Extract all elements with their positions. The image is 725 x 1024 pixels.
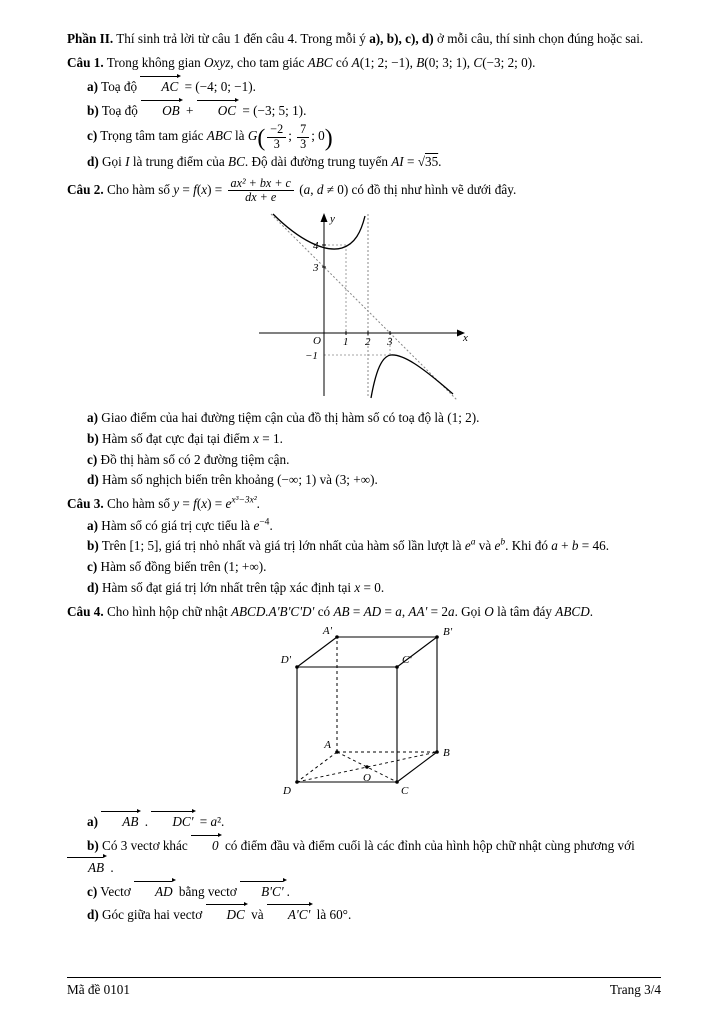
cau3-item-d: d) Hàm số đạt giá trị lớn nhất trên tập xác định tại x = 0. xyxy=(87,579,385,595)
label-D: D xyxy=(282,785,291,798)
label-Dprime: D' xyxy=(280,654,291,667)
vertex-C xyxy=(395,781,399,785)
label-Bprime: B' xyxy=(442,626,452,639)
vertex-B xyxy=(435,751,439,755)
cau3-item-c: c) Hàm số đồng biến trên (1; +∞). xyxy=(87,559,267,575)
y-tick-4: 4 xyxy=(313,240,319,253)
cau4-intro: Câu 4. Cho hình hộp chữ nhật ABCD.A'B'C'D' có AB = AD = a, AA' = 2a. Gọi O là tâm đáy ABCD. xyxy=(67,603,594,619)
y-tick-3: 3 xyxy=(313,262,319,275)
cau4-item-c: c) Vectơ AD bằng vectơ B'C' . xyxy=(67,880,661,902)
page-footer xyxy=(67,977,661,998)
y-axis-arrow xyxy=(321,213,328,222)
label-A: A xyxy=(323,739,331,752)
vertex-Cprime xyxy=(395,666,399,670)
cau1-item-d: d) Gọi I là trung điểm của BC. Độ dài đường trung tuyến AI = √35. xyxy=(87,154,442,170)
vertex-A xyxy=(335,751,339,755)
x-tick-1: 1 xyxy=(343,336,349,349)
cau2-item-d: d) Hàm số nghịch biến trên khoảng (−∞; 1) và (3; +∞). xyxy=(87,472,378,488)
exam-code: Mã đề 0101 xyxy=(67,982,130,997)
label-B: B xyxy=(442,747,450,760)
origin-label: O xyxy=(313,335,321,348)
y-tick-neg1: −1 xyxy=(305,350,318,363)
part2-header: Phần II. Thí sinh trả lời từ câu 1 đến câu 4. Trong mỗi ý a), b), c), d) ở mỗi câu, thí sinh chọn đúng hoặc sai. xyxy=(67,31,644,46)
oblique-asymptote xyxy=(271,214,457,400)
curve-left-branch xyxy=(273,214,365,249)
vertex-D xyxy=(295,781,299,785)
curve-right-branch xyxy=(371,355,453,398)
cau2-item-a: a) Giao điểm của hai đường tiệm cận của đồ thị hàm số có toạ độ là (1; 2). xyxy=(87,410,480,426)
point-O xyxy=(365,766,369,770)
edge-DprimeAprime xyxy=(297,637,337,667)
cau3-intro: Câu 3. Cho hàm số $y = f(x) = e^{x^3-3x^2}$. xyxy=(67,495,260,511)
x-tick-2: 2 xyxy=(365,336,371,349)
page-number: Trang 3/4 xyxy=(609,982,661,997)
y-axis-label: y xyxy=(330,213,335,226)
cau1-item-b: b) Toạ độ OB + OC = (−3; 5; 1). xyxy=(67,99,661,121)
box-figure xyxy=(262,624,467,804)
label-C: C xyxy=(400,785,408,798)
cau4-item-d: d) Góc giữa hai vectơ DC và A'C' là 60°. xyxy=(67,903,661,925)
cau1-item-a: a) Toạ độ AC = (−4; 0; −1). xyxy=(67,75,661,97)
cau3-item-a: a) Hàm số có giá trị cực tiểu là $e^{-4}$. xyxy=(87,517,273,533)
cau2-figure xyxy=(67,208,661,407)
x-axis-label: x xyxy=(463,332,468,345)
function-graph xyxy=(249,208,479,403)
cau4-item-a: a) AB . DC' = a². xyxy=(67,810,661,832)
cau1-item-c: c) Trọng tâm tam giác ABC là G( $\frac{-2}{3}$ ; $\frac{7}{3}$ ; 0) xyxy=(87,121,333,152)
cau4-figure xyxy=(67,624,661,808)
vertex-Aprime xyxy=(335,636,339,640)
cau4-item-b: b) Có 3 vectơ khác 0 có điểm đầu và điểm cuối là các đỉnh của hình hộp chữ nhật cùng phương với AB . xyxy=(67,834,661,877)
vertex-Bprime xyxy=(435,636,439,640)
label-Aprime: A' xyxy=(322,625,332,638)
cau2-item-c: c) Đồ thị hàm số có 2 đường tiệm cận. xyxy=(87,451,290,467)
x-tick-3: 3 xyxy=(387,336,393,349)
vertex-Dprime xyxy=(295,666,299,670)
cau1-intro: Câu 1. Trong không gian Oxyz, cho tam giác ABC có A(1; 2; −1), B(0; 3; 1), C(−3; 2; 0). xyxy=(67,54,536,70)
cau2-intro: Câu 2. Cho hàm số y = f(x) = $\frac{\text{ax² + bx + c}}{dx + e}$ (a, d ≠ 0) có đồ thị như hình vẽ dưới đây. xyxy=(67,175,517,205)
cau2-item-b: b) Hàm số đạt cực đại tại điểm x = 1. xyxy=(87,430,283,446)
label-O: O xyxy=(362,772,371,785)
label-Cprime: C' xyxy=(401,654,412,667)
cau3-item-b: b) Trên [1; 5], giá trị nhỏ nhất và giá trị lớn nhất của hàm số lần lượt là $e^a$ và $e^b$. Khi đó a + b = 46. xyxy=(87,538,609,554)
